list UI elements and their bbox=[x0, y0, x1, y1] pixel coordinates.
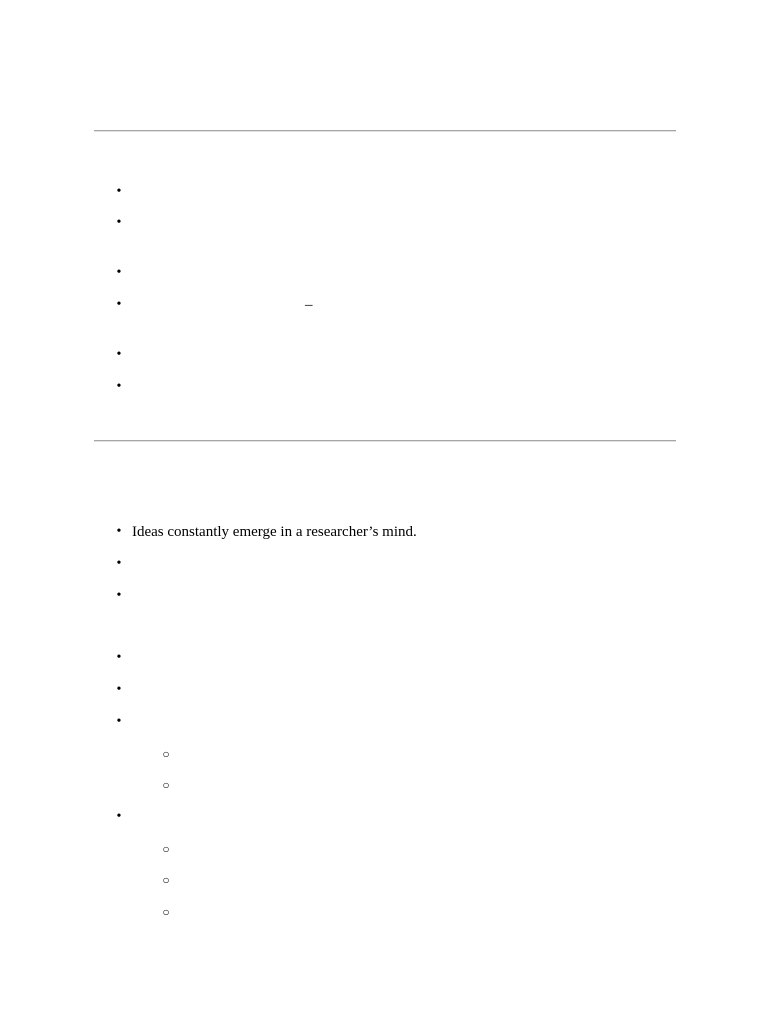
bullet-icon: • bbox=[116, 714, 122, 729]
circle-bullet-icon: ○ bbox=[162, 842, 170, 856]
list-item-text: Ideas constantly emerge in a researcher’s mind. bbox=[132, 524, 417, 540]
divider-middle bbox=[94, 440, 676, 442]
bullet-icon: • bbox=[116, 556, 122, 571]
circle-bullet-icon: ○ bbox=[162, 747, 170, 761]
bullet-icon: • bbox=[116, 379, 122, 394]
bullet-icon: • bbox=[116, 297, 122, 312]
bullet-icon: • bbox=[116, 650, 122, 665]
bullet-icon: • bbox=[116, 265, 122, 280]
circle-bullet-icon: ○ bbox=[162, 873, 170, 887]
en-dash: – bbox=[305, 297, 313, 313]
circle-bullet-icon: ○ bbox=[162, 905, 170, 919]
bullet-icon: • bbox=[116, 588, 122, 603]
divider-top bbox=[94, 130, 676, 132]
bullet-icon: • bbox=[116, 682, 122, 697]
bullet-icon: • bbox=[116, 215, 122, 230]
bullet-icon: • bbox=[116, 184, 122, 199]
bullet-icon: • bbox=[116, 524, 122, 539]
circle-bullet-icon: ○ bbox=[162, 778, 170, 792]
bullet-icon: • bbox=[116, 347, 122, 362]
bullet-icon: • bbox=[116, 809, 122, 824]
